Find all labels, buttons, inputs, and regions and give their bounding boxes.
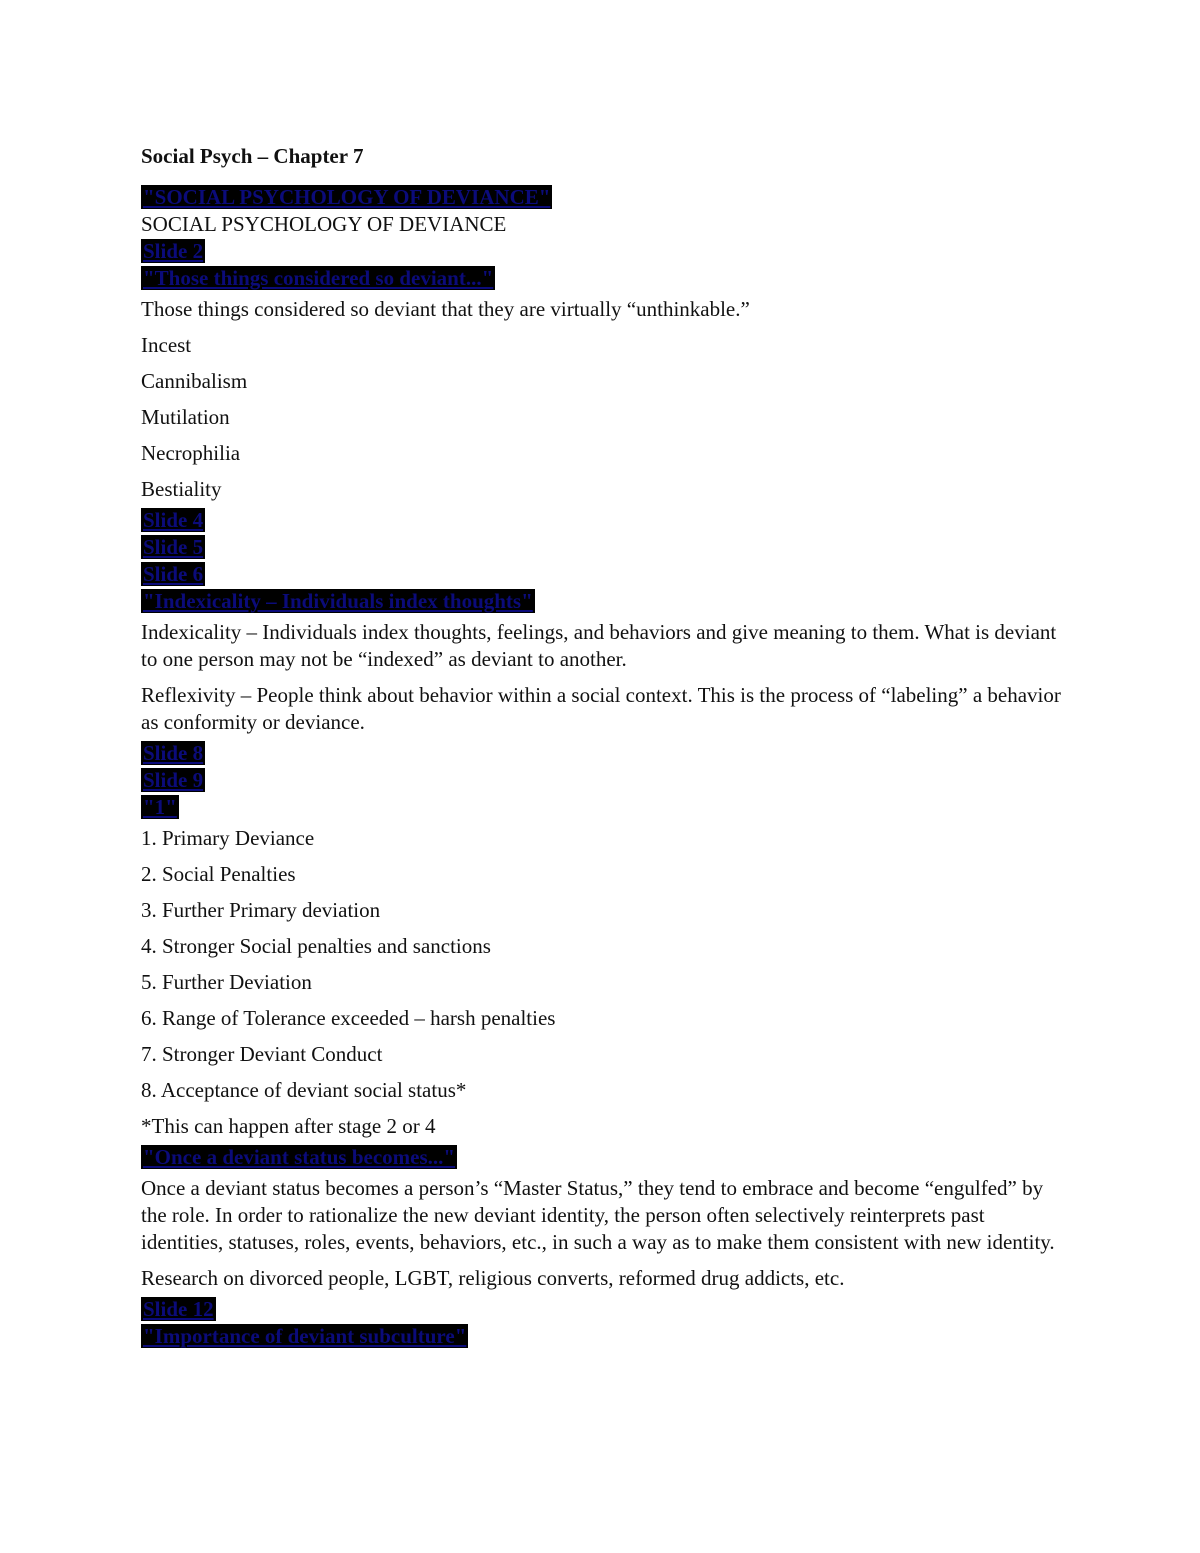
list-item: Cannibalism — [141, 369, 248, 393]
highlight-text[interactable]: Slide 8 — [143, 741, 204, 765]
highlight-text[interactable]: "Those things considered so deviant..." — [143, 266, 494, 290]
highlight-text[interactable]: "Once a deviant status becomes..." — [143, 1145, 456, 1169]
paragraph-reflexivity: Reflexivity – People think about behavior within a social context. This is the process of “labeling” a behavior as conformity or deviance. — [141, 683, 1061, 734]
highlight-text[interactable]: Slide 9 — [143, 768, 204, 792]
stage-item: 6. Range of Tolerance exceeded – harsh penalties — [141, 1006, 556, 1030]
list-item: Mutilation — [141, 405, 230, 429]
paragraph-research: Research on divorced people, LGBT, religious converts, reformed drug addicts, etc. — [141, 1266, 845, 1290]
stage-item: 8. Acceptance of deviant social status* — [141, 1078, 467, 1102]
highlight-text[interactable]: "1" — [143, 795, 177, 819]
stage-item: 7. Stronger Deviant Conduct — [141, 1042, 383, 1066]
paragraph-master-status: Once a deviant status becomes a person’s “Master Status,” they tend to embrace and become “engulfed” by the role. In order to rationalize the new deviant identity, the person often selectively reinterprets past identities, statuses, roles, events, behaviors, etc., in such a way as to make them consistent with new identity. — [141, 1176, 1055, 1254]
highlight-slide-2[interactable] — [141, 238, 1061, 265]
stage-item: 1. Primary Deviance — [141, 826, 315, 850]
highlight-slide-6[interactable] — [141, 561, 1061, 588]
footnote: *This can happen after stage 2 or 4 — [141, 1114, 436, 1138]
highlight-text[interactable]: "Indexicality – Individuals index thoughts" — [143, 589, 533, 613]
list-item: Bestiality — [141, 477, 222, 501]
highlight-indexicality[interactable] — [141, 588, 1061, 615]
stage-item: 4. Stronger Social penalties and sanctions — [141, 934, 491, 958]
document-title: Social Psych – Chapter 7 — [141, 144, 364, 168]
highlight-text[interactable]: "Importance of deviant subculture" — [143, 1324, 467, 1348]
highlight-text[interactable]: Slide 6 — [143, 562, 204, 586]
paragraph-indexicality: Indexicality – Individuals index thoughts, feelings, and behaviors and give meaning to them. What is deviant to one person may not be “indexed” as deviant to another. — [141, 620, 1057, 671]
stage-item: 3. Further Primary deviation — [141, 898, 381, 922]
highlight-one[interactable] — [141, 794, 1061, 821]
stage-item: 2. Social Penalties — [141, 862, 296, 886]
highlight-text[interactable]: Slide 5 — [143, 535, 204, 559]
highlight-text[interactable]: Slide 2 — [143, 239, 204, 263]
list-item: Necrophilia — [141, 441, 241, 465]
highlight-subculture[interactable] — [141, 1323, 1061, 1350]
highlight-slide-9[interactable] — [141, 767, 1061, 794]
stage-item: 5. Further Deviation — [141, 970, 312, 994]
highlight-text[interactable]: "SOCIAL PSYCHOLOGY OF DEVIANCE" — [143, 185, 551, 209]
list-item: Incest — [141, 333, 192, 357]
highlight-heading-deviance[interactable] — [141, 184, 1061, 211]
highlight-text[interactable]: Slide 4 — [143, 508, 204, 532]
highlight-slide-12[interactable] — [141, 1296, 1061, 1323]
highlight-text[interactable]: Slide 12 — [143, 1297, 214, 1321]
highlight-slide-4[interactable] — [141, 507, 1061, 534]
highlight-once-deviant[interactable] — [141, 1144, 1061, 1171]
section-subtitle: SOCIAL PSYCHOLOGY OF DEVIANCE — [141, 212, 507, 236]
highlight-slide-5[interactable] — [141, 534, 1061, 561]
highlight-slide-8[interactable] — [141, 740, 1061, 767]
paragraph-unthinkable: Those things considered so deviant that they are virtually “unthinkable.” — [141, 297, 750, 321]
highlight-quote-those-things[interactable] — [141, 265, 1061, 292]
document-page — [141, 140, 1061, 1350]
